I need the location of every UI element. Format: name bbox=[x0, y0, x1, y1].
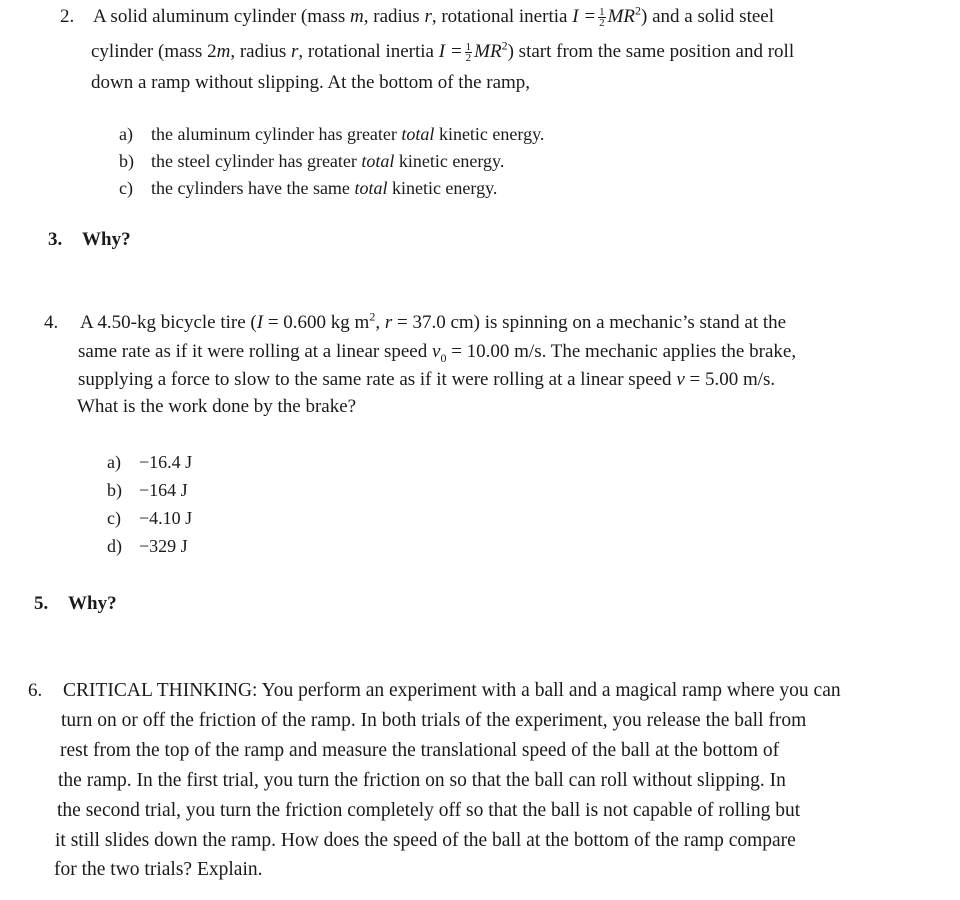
paren: ) bbox=[641, 6, 648, 27]
q4-sym-v: v bbox=[432, 341, 441, 362]
question-4-line-4: What is the work done by the brake? bbox=[77, 396, 357, 417]
q2-text: , rotational inertia bbox=[431, 6, 573, 27]
q4-sym-r: r bbox=[384, 312, 393, 333]
q4-text: supplying a force to slow to the same rate as if it were rolling at a linear speed bbox=[78, 369, 677, 390]
q2-inertia-lhs: I = bbox=[438, 41, 463, 62]
question-4-option-b[interactable] bbox=[107, 480, 188, 501]
q4-text: = 37.0 cm) is spinning on a mechanic’s stand at the bbox=[392, 312, 787, 333]
option-emphasis: total bbox=[401, 124, 435, 144]
option-value: −329 J bbox=[139, 536, 188, 556]
question-2-option-b[interactable] bbox=[119, 151, 504, 172]
question-2-line-3: down a ramp without slipping. At the bottom of the ramp, bbox=[91, 72, 531, 93]
q2-sym-r: r bbox=[291, 41, 299, 62]
question-4-number: 4. bbox=[44, 312, 59, 333]
fraction-one-half bbox=[465, 42, 473, 63]
q2-text: cylinder (mass 2 bbox=[91, 41, 217, 62]
q2-text: and a solid steel bbox=[647, 6, 774, 27]
question-2-line-1 bbox=[93, 3, 774, 30]
question-4-option-c[interactable] bbox=[107, 508, 192, 529]
option-letter: a) bbox=[119, 124, 133, 144]
question-4-option-a[interactable] bbox=[107, 452, 192, 473]
question-4-line-2 bbox=[78, 341, 796, 363]
q4-text: = 10.00 m/s. The mechanic applies the brake, bbox=[446, 341, 797, 362]
q4-sym-i: I bbox=[256, 312, 264, 333]
q2-sym-m: m bbox=[216, 41, 231, 62]
q4-text: = 5.00 m/s. bbox=[684, 369, 776, 390]
question-3-number: 3. bbox=[48, 229, 63, 250]
q2-text: , rotational inertia bbox=[298, 41, 439, 62]
q2-inertia-rhs: MR bbox=[607, 6, 636, 27]
question-4-line-1 bbox=[80, 309, 787, 334]
question-2-option-c[interactable] bbox=[119, 178, 497, 199]
option-letter: d) bbox=[107, 536, 122, 556]
paren: ) bbox=[507, 41, 514, 62]
q2-sym-m: m bbox=[350, 6, 364, 27]
question-2-option-a[interactable] bbox=[119, 124, 544, 145]
q4-text: , bbox=[375, 312, 385, 333]
question-6-line: the second trial, you turn the friction completely off so that the ball is not capable of rolling but bbox=[57, 800, 801, 821]
question-5-number: 5. bbox=[34, 593, 49, 614]
option-text: the aluminum cylinder has greater bbox=[151, 124, 402, 144]
q2-text: start from the same position and roll bbox=[513, 41, 795, 62]
frac-denominator: 2 bbox=[465, 52, 472, 65]
question-6-line: for the two trials? Explain. bbox=[54, 859, 263, 880]
q4-text: A 4.50-kg bicycle tire ( bbox=[80, 312, 257, 333]
option-text: the cylinders have the same bbox=[151, 178, 355, 198]
q2-sym-r: r bbox=[424, 6, 432, 27]
frac-denominator: 2 bbox=[599, 17, 605, 30]
q2-text: , radius bbox=[230, 41, 291, 62]
option-value: −164 J bbox=[139, 480, 188, 500]
option-letter: b) bbox=[107, 480, 122, 500]
option-letter: c) bbox=[119, 178, 133, 198]
question-6-line: rest from the top of the ramp and measure the translational speed of the ball at the bottom of bbox=[60, 740, 780, 761]
fraction-one-half bbox=[598, 7, 606, 28]
option-text: kinetic energy. bbox=[387, 178, 498, 198]
q4-text: = 0.600 kg m bbox=[263, 312, 370, 333]
question-6-line: the ramp. In the first trial, you turn the friction on so that the ball can roll without slipping. In bbox=[58, 770, 786, 791]
option-value: −4.10 J bbox=[139, 508, 193, 528]
q2-text: , radius bbox=[363, 6, 425, 27]
option-text: kinetic energy. bbox=[394, 151, 505, 171]
q2-inertia-lhs: I = bbox=[572, 6, 597, 27]
q4-sym-v: v bbox=[676, 369, 685, 390]
exponent: 2 bbox=[369, 309, 376, 324]
option-text: kinetic energy. bbox=[434, 124, 545, 144]
option-emphasis: total bbox=[354, 178, 388, 198]
question-6-line: it still slides down the ramp. How does the speed of the ball at the bottom of the ramp compare bbox=[55, 830, 796, 851]
question-4-line-3 bbox=[78, 369, 775, 391]
question-6-line: CRITICAL THINKING: You perform an experiment with a ball and a magical ramp where you can bbox=[63, 680, 841, 701]
option-letter: c) bbox=[107, 508, 121, 528]
question-4-option-d[interactable] bbox=[107, 536, 188, 557]
exponent: 2 bbox=[501, 38, 508, 53]
option-emphasis: total bbox=[361, 151, 395, 171]
option-text: the steel cylinder has greater bbox=[151, 151, 362, 171]
exponent: 2 bbox=[635, 3, 642, 18]
question-2-line-2 bbox=[91, 38, 795, 65]
option-letter: a) bbox=[107, 452, 121, 472]
q4-text: same rate as if it were rolling at a linear speed bbox=[78, 341, 432, 362]
question-6-line: turn on or off the friction of the ramp. In both trials of the experiment, you release the ball from bbox=[61, 710, 807, 731]
question-5-text: Why? bbox=[68, 593, 117, 614]
q2-inertia-rhs: MR bbox=[474, 41, 502, 62]
frac-numerator: 1 bbox=[465, 41, 472, 54]
question-3-text: Why? bbox=[82, 229, 131, 250]
option-letter: b) bbox=[119, 151, 134, 171]
question-2-number: 2. bbox=[60, 6, 75, 27]
subscript: 0 bbox=[440, 350, 447, 365]
option-value: −16.4 J bbox=[139, 452, 193, 472]
q2-text: A solid aluminum cylinder (mass bbox=[93, 6, 351, 27]
frac-numerator: 1 bbox=[599, 6, 605, 19]
question-6-number: 6. bbox=[28, 680, 43, 701]
